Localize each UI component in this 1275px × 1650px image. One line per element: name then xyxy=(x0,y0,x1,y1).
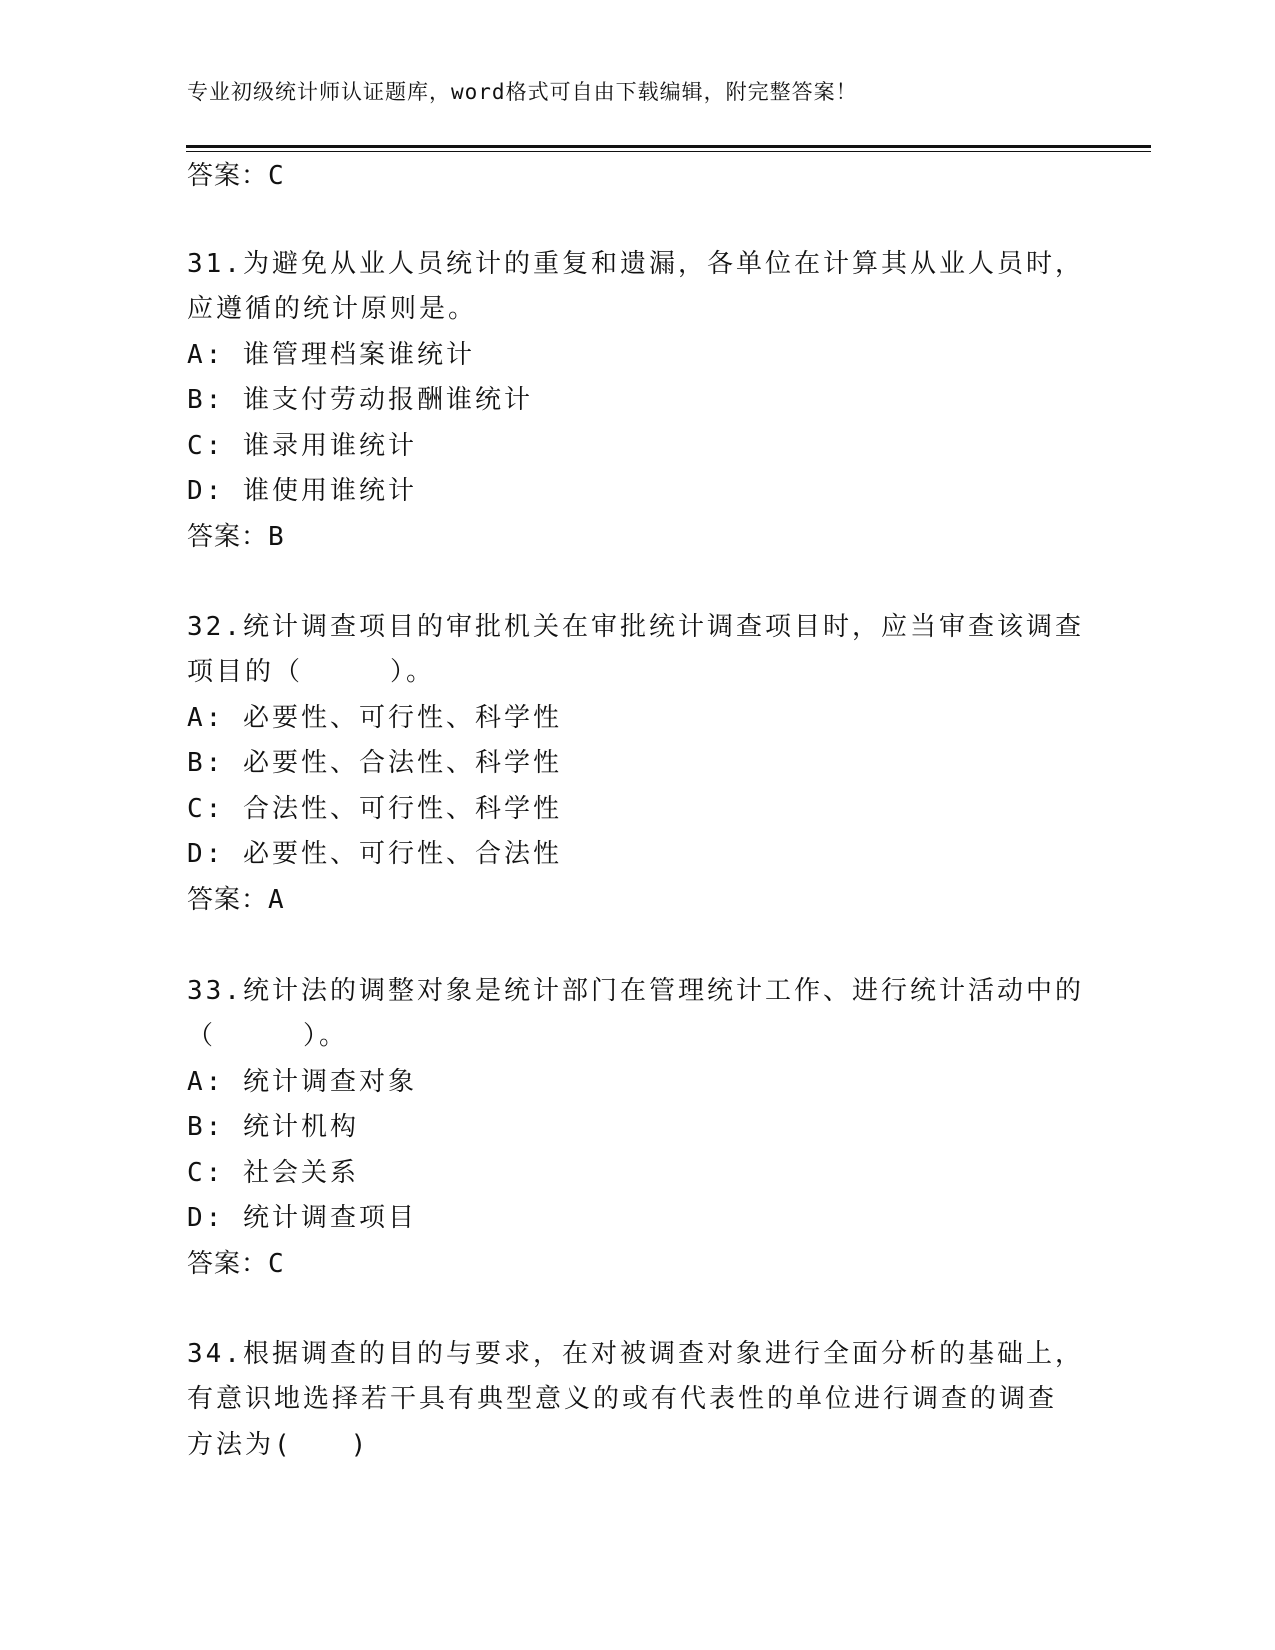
question-32-option-a: A: 必要性、可行性、科学性 xyxy=(187,703,562,733)
question-33-option-a: A: 统计调查对象 xyxy=(187,1067,417,1097)
question-33-option-d: D: 统计调查项目 xyxy=(187,1203,417,1233)
question-32-option-b: B: 必要性、合法性、科学性 xyxy=(187,748,562,778)
header-rule-thin xyxy=(186,151,1151,152)
question-33-option-b: B: 统计机构 xyxy=(187,1112,359,1142)
question-32-line-1: 32.统计调查项目的审批机关在审批统计调查项目时，应当审查该调查 xyxy=(187,612,1084,642)
answer-value: A xyxy=(268,885,285,915)
question-33-answer xyxy=(187,1248,285,1280)
question-31-option-c: C: 谁录用谁统计 xyxy=(187,431,417,461)
question-31-option-b: B: 谁支付劳动报酬谁统计 xyxy=(187,385,533,415)
question-31-option-a: A: 谁管理档案谁统计 xyxy=(187,340,475,370)
question-32-option-c: C: 合法性、可行性、科学性 xyxy=(187,794,562,824)
question-33-option-c: C: 社会关系 xyxy=(187,1158,359,1188)
question-32-line-2: 项目的（ ）。 xyxy=(187,657,436,687)
header-rule-thick xyxy=(186,145,1151,148)
question-31-answer xyxy=(187,521,285,553)
question-34-line-1: 34.根据调查的目的与要求，在对被调查对象进行全面分析的基础上， xyxy=(187,1339,1084,1369)
answer-label: 答案： xyxy=(187,161,269,191)
question-32-answer xyxy=(187,884,285,916)
question-33-line-1: 33.统计法的调整对象是统计部门在管理统计工作、进行统计活动中的 xyxy=(187,976,1084,1006)
answer-label: 答案： xyxy=(187,1249,269,1279)
answer-value: C xyxy=(268,161,285,191)
question-34-line-3: 方法为( ) xyxy=(187,1430,370,1460)
question-34-line-2: 有意识地选择若干具有典型意义的或有代表性的单位进行调查的调查 xyxy=(187,1384,1058,1414)
page-header: 专业初级统计师认证题库，word格式可自由下载编辑，附完整答案！ xyxy=(187,80,858,104)
question-33-line-2: （ ）。 xyxy=(187,1021,349,1051)
answer-value: B xyxy=(268,522,285,552)
answer-label: 答案： xyxy=(187,522,269,552)
question-31-option-d: D: 谁使用谁统计 xyxy=(187,476,417,506)
question-31-line-1: 31.为避免从业人员统计的重复和遗漏，各单位在计算其从业人员时， xyxy=(187,249,1084,279)
answer-value: C xyxy=(268,1249,285,1279)
question-32-option-d: D: 必要性、可行性、合法性 xyxy=(187,839,562,869)
question-31-line-2: 应遵循的统计原则是。 xyxy=(187,294,478,324)
prev-answer xyxy=(187,160,285,192)
answer-label: 答案： xyxy=(187,885,269,915)
